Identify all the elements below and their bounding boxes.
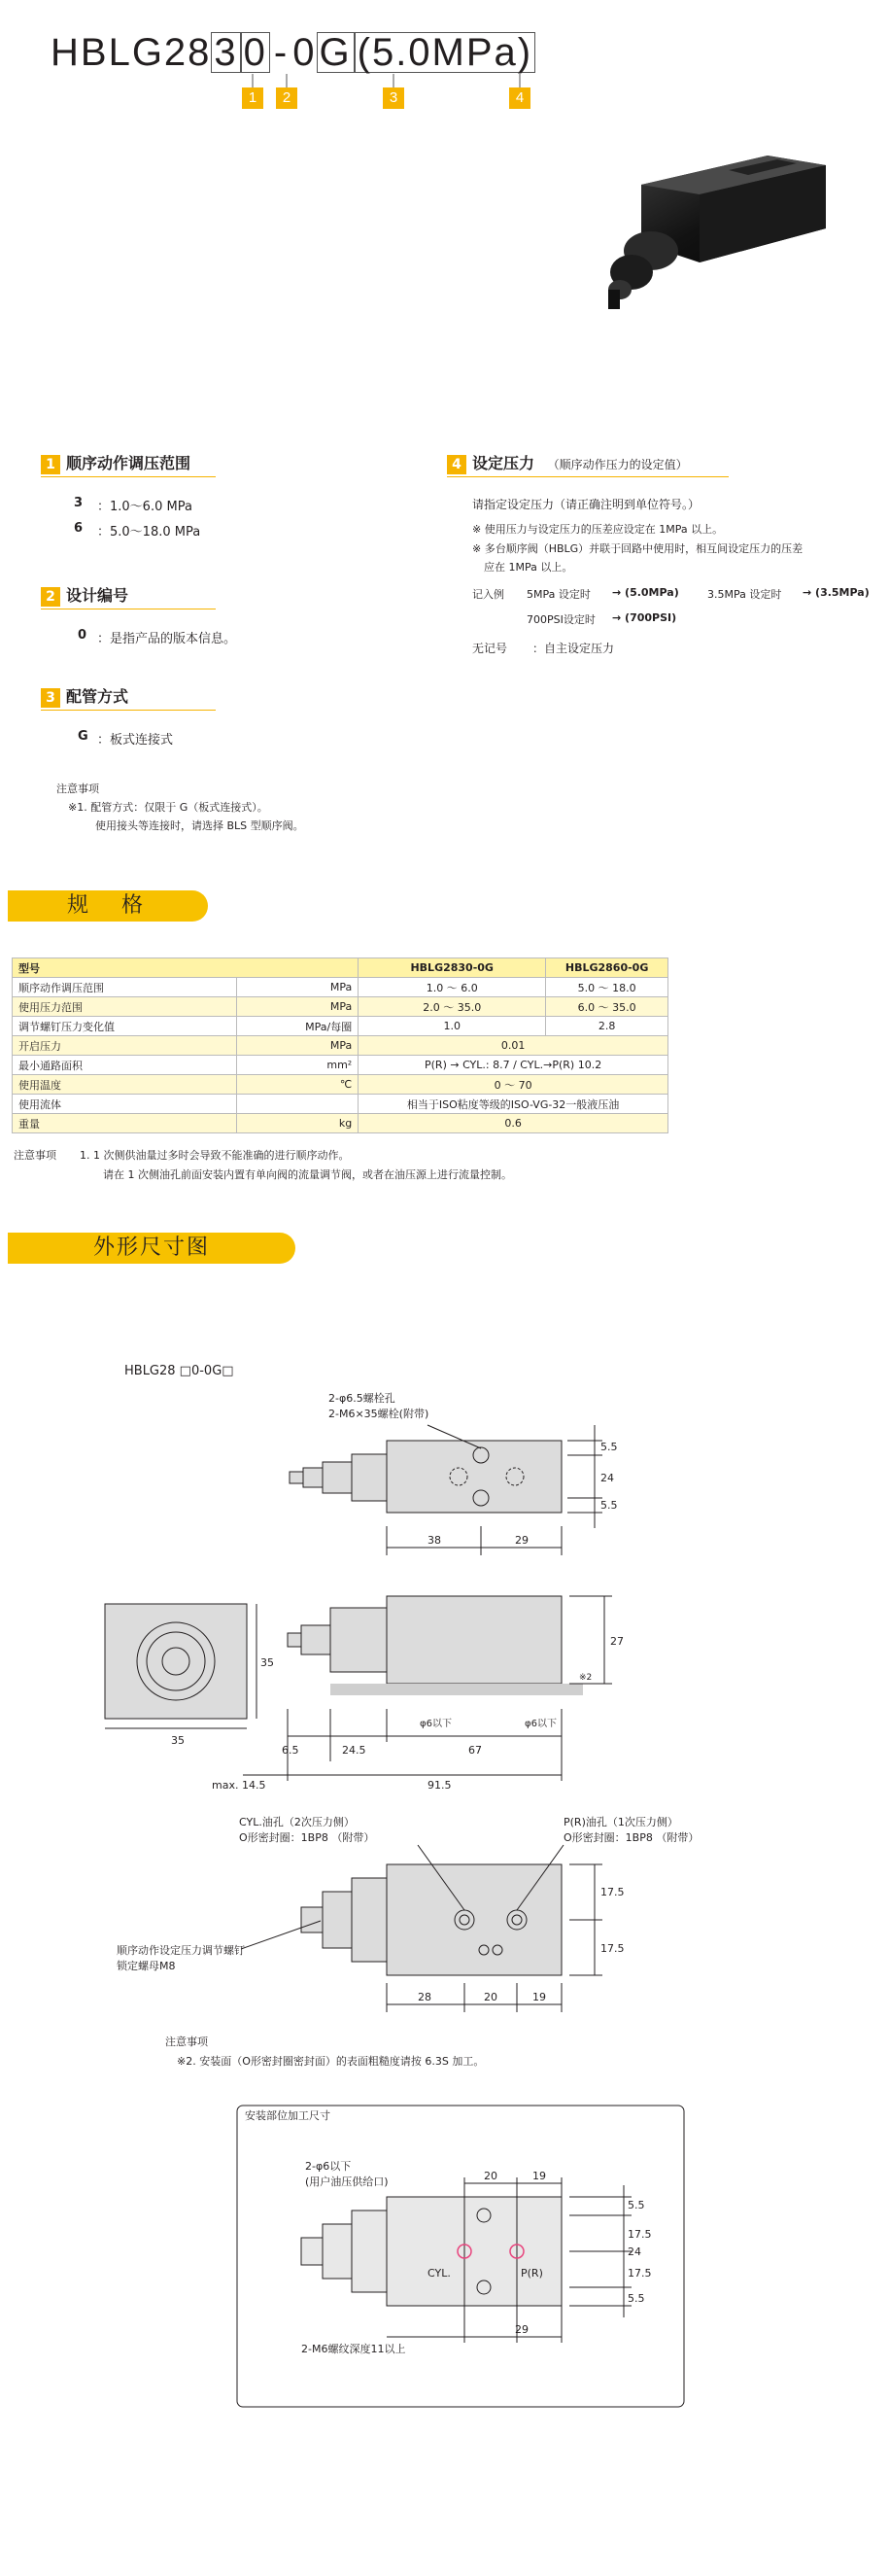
s4-line-2: ※ 使用压力与设定压力的压差应设定在 1MPa 以上。 <box>472 523 724 536</box>
lock-nut-label: 锁定螺母M8 <box>117 1960 176 1972</box>
spec-table-header <box>13 958 668 978</box>
section-1-title: 顺序动作调压范围 <box>66 454 191 472</box>
mount-dim-29: 29 <box>515 2323 529 2336</box>
dim-35-b: 35 <box>171 1734 185 1747</box>
spec-row-label: 调节螺钉压力变化值 <box>13 1017 237 1036</box>
spec-cell-span: 0 ～ 70 <box>359 1075 668 1095</box>
mount-dim-17-5-a: 17.5 <box>628 2228 652 2241</box>
spec-row-unit: mm² <box>236 1056 359 1075</box>
mount-dim-24: 24 <box>628 2245 641 2258</box>
model-code <box>51 31 535 74</box>
mount-cyl: CYL. <box>427 2267 451 2280</box>
spec-row <box>13 1056 668 1075</box>
s2-text-1: ：是指产品的版本信息。 <box>97 632 237 646</box>
spec-header-a: HBLG2830-0G <box>359 958 546 978</box>
spec-row-label: 最小通路面积 <box>13 1056 237 1075</box>
dim-29: 29 <box>515 1534 529 1547</box>
bolt-label: 2-M6×35螺栓(附带) <box>328 1408 429 1420</box>
spec-cell-b: 6.0 ～ 35.0 <box>546 997 668 1017</box>
s2-code-1: 0 <box>78 628 87 643</box>
dim-28: 28 <box>418 1991 431 2003</box>
spec-cell-b: 5.0 ～ 18.0 <box>546 978 668 997</box>
notes-line-1: ※1. 配管方式：仅限于 G（板式连接式）。 <box>68 801 268 814</box>
adjust-screw-label: 顺序动作设定压力调节螺钉 <box>117 1944 245 1957</box>
s4-example-label: 记入例 <box>472 588 504 601</box>
s1-text-2: ：5.0～18.0 MPa <box>97 525 201 540</box>
dim-17-5-a: 17.5 <box>600 1886 625 1898</box>
s3-code-1: G <box>78 729 88 744</box>
drawing-note-2: ※2. 安装面（O形密封圈密封面）的表面粗糙度请按 6.3S 加工。 <box>177 2055 485 2068</box>
model-digit-3: 0 <box>292 31 317 74</box>
s4-example-3-val: → (700PSI) <box>612 611 677 624</box>
dim-38: 38 <box>427 1534 441 1547</box>
spec-cell-span: 相当于ISO粘度等级的ISO-VG-32一般液压油 <box>359 1095 668 1114</box>
section-4-number: 4 <box>447 455 466 474</box>
s4-line-1: 请指定设定压力（请正确注明到单位符号。） <box>472 498 701 511</box>
dimension-drawing <box>0 1341 889 2566</box>
s1-code-2: 6 <box>74 521 84 536</box>
p-seal-label: O形密封圈：1BP8 （附带） <box>564 1831 700 1844</box>
spec-table <box>12 957 668 1133</box>
s4-example-2-val: → (3.5MPa) <box>803 586 870 599</box>
s4-example-3: 700PSI设定时 <box>527 613 596 626</box>
p-port-label: P(R)油孔（1次压力侧） <box>564 1816 678 1828</box>
spec-cell-b: 2.8 <box>546 1017 668 1036</box>
dim-24-5: 24.5 <box>342 1744 366 1757</box>
spec-cell-span: 0.6 <box>359 1114 668 1133</box>
spec-row-unit: MPa/每圈 <box>236 1017 359 1036</box>
model-prefix: HBLG28 <box>51 31 212 74</box>
model-digit-4: G <box>317 32 355 73</box>
spec-cell-span: P(R) → CYL.: 8.7 / CYL.→P(R) 10.2 <box>359 1056 668 1075</box>
spec-row-label: 使用流体 <box>13 1095 237 1114</box>
mount-dim-5-5-a: 5.5 <box>628 2199 645 2211</box>
section-2-heading <box>41 585 216 607</box>
spec-row <box>13 997 668 1017</box>
s4-example-1-val: → (5.0MPa) <box>612 586 679 599</box>
drawing-note-title: 注意事项 <box>165 2036 208 2048</box>
section-3-number: 3 <box>41 688 60 708</box>
mount-thread-label: 2-M6螺纹深度11以上 <box>301 2343 406 2355</box>
mount-dim-20: 20 <box>484 2170 497 2182</box>
spec-row <box>13 1017 668 1036</box>
section-4-heading <box>447 453 729 474</box>
spec-row-unit: MPa <box>236 997 359 1017</box>
mount-title: 安装部位加工尺寸 <box>245 2109 330 2122</box>
section-3-heading <box>41 686 216 708</box>
s4-line-3: ※ 多台顺序阀（HBLG）并联于回路中使用时，相互间设定压力的压差 <box>472 542 804 555</box>
spec-row-label: 使用温度 <box>13 1075 237 1095</box>
spec-row-label: 使用压力范围 <box>13 997 237 1017</box>
model-pressure: (5.0MPa) <box>355 32 536 73</box>
dim-max-14-5: max. 14.5 <box>212 1779 266 1792</box>
spec-row-label: 开启压力 <box>13 1036 237 1056</box>
dim-17-5-b: 17.5 <box>600 1942 625 1955</box>
s4-line-4: 应在 1MPa 以上。 <box>484 561 573 574</box>
spec-note-1: 1. 1 次侧供油量过多时会导致不能准确的进行顺序动作。 <box>80 1149 350 1162</box>
tag-2: 2 <box>276 87 297 109</box>
spec-banner: 规 格 <box>8 890 208 922</box>
s4-none-text: ：自主设定压力 <box>532 642 615 655</box>
mount-p: P(R) <box>521 2267 543 2280</box>
spec-row <box>13 1075 668 1095</box>
notes-line-2: 使用接头等连接时，请选择 BLS 型顺序阀。 <box>95 819 304 832</box>
model-digit-1: 3 <box>211 32 240 73</box>
section-2-number: 2 <box>41 587 60 607</box>
product-photo <box>583 136 855 331</box>
cyl-port-label: CYL.油孔（2次压力侧） <box>239 1816 355 1828</box>
s3-text-1: ：板式连接式 <box>97 733 174 748</box>
spec-row-unit: MPa <box>236 1036 359 1056</box>
spec-row-unit: MPa <box>236 978 359 997</box>
dim-91-5: 91.5 <box>427 1779 452 1792</box>
mount-hole-label: 2-φ6以下 <box>305 2160 352 2173</box>
s1-code-1: 3 <box>74 496 84 510</box>
tag-1: 1 <box>242 87 263 109</box>
phi6-label-a: φ6以下 <box>420 1719 452 1729</box>
section-1-heading <box>41 453 216 474</box>
spec-row <box>13 1114 668 1133</box>
model-dash: - <box>273 31 290 74</box>
spec-row-unit <box>236 1095 359 1114</box>
mount-hole-sub: (用户油压供给口) <box>305 2176 389 2188</box>
section-4-title: 设定压力 <box>472 454 535 472</box>
s4-example-1: 5MPa 设定时 <box>527 588 591 601</box>
dim-5-5-b: 5.5 <box>600 1499 618 1512</box>
spec-row <box>13 978 668 997</box>
spec-header-b: HBLG2860-0G <box>546 958 668 978</box>
s1-text-1: ：1.0～6.0 MPa <box>97 500 192 514</box>
spec-note-title: 注意事项 <box>14 1149 56 1162</box>
dim-20: 20 <box>484 1991 497 2003</box>
drawing-model-label: HBLG28 □0-0G□ <box>124 1364 234 1378</box>
tag-4: 4 <box>509 87 530 109</box>
mount-dim-19: 19 <box>532 2170 546 2182</box>
tag-connectors <box>0 72 583 91</box>
section-3-title: 配管方式 <box>66 687 129 706</box>
dim-67: 67 <box>468 1744 482 1757</box>
mount-dim-5-5-b: 5.5 <box>628 2292 645 2305</box>
phi6-label-b: φ6以下 <box>525 1719 557 1729</box>
spec-row-label: 顺序动作调压范围 <box>13 978 237 997</box>
dim-6-5: 6.5 <box>282 1744 299 1757</box>
section-2-title: 设计编号 <box>66 586 129 605</box>
model-digit-2: 0 <box>241 32 270 73</box>
dim-5-5-a: 5.5 <box>600 1441 618 1453</box>
spec-cell-a: 2.0 ～ 35.0 <box>359 997 546 1017</box>
spec-row <box>13 1095 668 1114</box>
dimension-banner: 外形尺寸图 <box>8 1233 295 1264</box>
mark-2: ※2 <box>579 1673 593 1683</box>
bolt-hole-label: 2-φ6.5螺栓孔 <box>328 1392 395 1405</box>
mount-dim-17-5-b: 17.5 <box>628 2267 652 2280</box>
spec-header-model: 型号 <box>13 958 359 978</box>
dim-24: 24 <box>600 1472 614 1484</box>
tag-3: 3 <box>383 87 404 109</box>
cyl-seal-label: O形密封圈：1BP8 （附带） <box>239 1831 375 1844</box>
spec-cell-span: 0.01 <box>359 1036 668 1056</box>
dim-35-a: 35 <box>260 1656 274 1669</box>
s4-none-label: 无记号 <box>472 642 508 655</box>
spec-cell-a: 1.0 <box>359 1017 546 1036</box>
spec-row <box>13 1036 668 1056</box>
dim-27: 27 <box>610 1635 624 1648</box>
spec-note-2: 请在 1 次侧油孔前面安装内置有单向阀的流量调节阀，或者在油压源上进行流量控制。 <box>103 1168 512 1181</box>
section-1-number: 1 <box>41 455 60 474</box>
spec-row-label: 重量 <box>13 1114 237 1133</box>
spec-cell-a: 1.0 ～ 6.0 <box>359 978 546 997</box>
notes-title: 注意事项 <box>56 783 99 795</box>
spec-row-unit: kg <box>236 1114 359 1133</box>
s4-example-2: 3.5MPa 设定时 <box>707 588 782 601</box>
section-4-subtitle: （顺序动作压力的设定值） <box>547 458 688 471</box>
dim-19: 19 <box>532 1991 546 2003</box>
spec-row-unit: ℃ <box>236 1075 359 1095</box>
